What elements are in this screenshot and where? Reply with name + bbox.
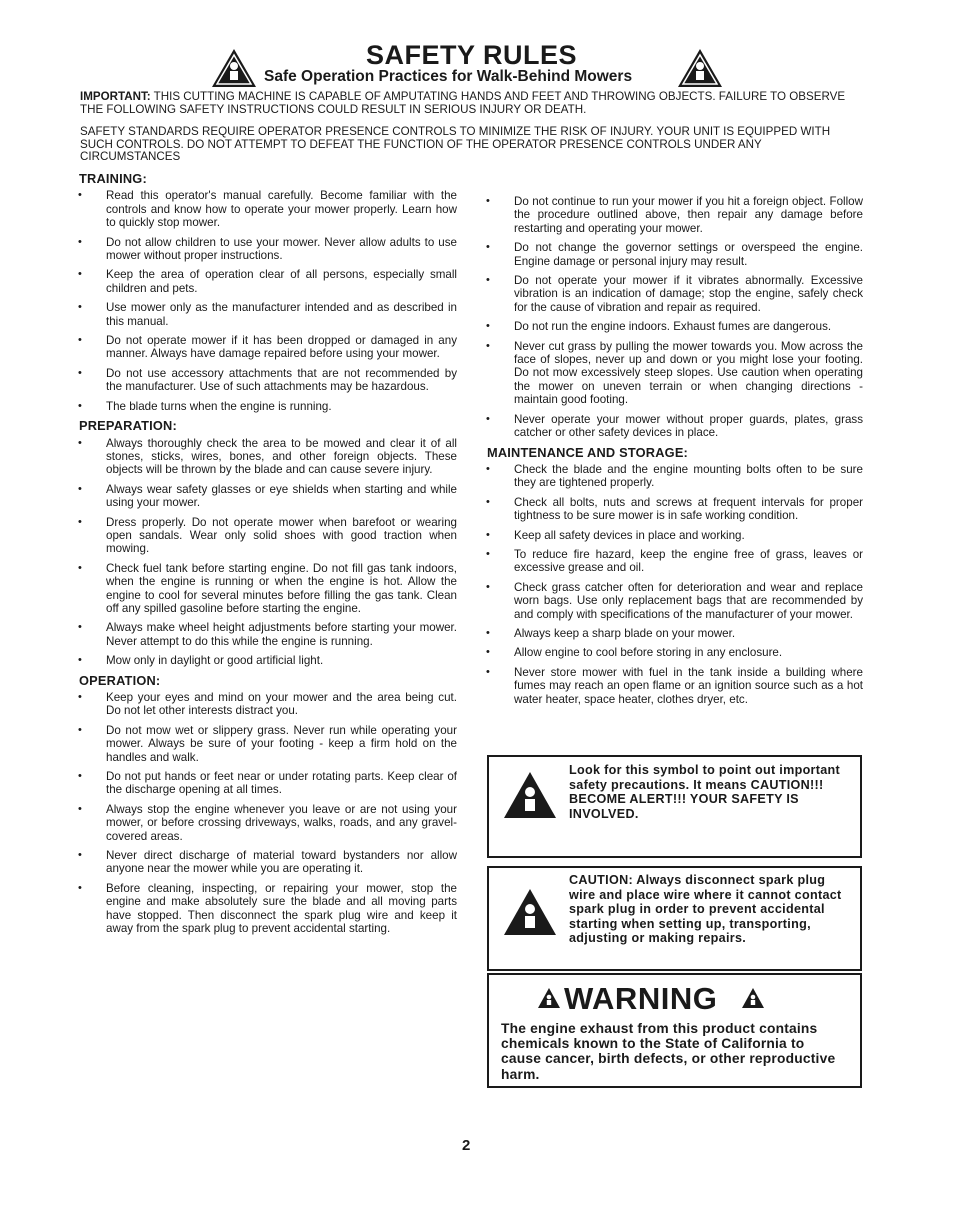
list-item: • Do not use accessory attachments that are not recommended by the manufacturer. Use of such attachments may be hazardous. — [78, 366, 457, 394]
warning-triangle-icon — [503, 888, 557, 936]
caution-text: CAUTION: Always disconnect spark plug wire and place wire where it cannot contact spark plug in order to prevent accidental starting when setting up, transporting, adjusting or making repairs. — [569, 873, 842, 946]
bullet-icon: • — [78, 561, 82, 574]
list-item: • Always make wheel height adjustments before starting your mower. Never attempt to do this while the engine is running. — [78, 621, 457, 648]
right-column — [487, 195, 863, 712]
bullet-icon: • — [78, 723, 82, 736]
list-item: • Mow only in daylight or good artificial light. — [78, 654, 324, 668]
bullet-icon: • — [78, 691, 82, 703]
bullet-icon: • — [486, 626, 490, 639]
bullet-icon: • — [78, 189, 82, 202]
list-item: • Do not run the engine indoors. Exhaust fumes are dangerous. — [486, 320, 832, 334]
list-item: • Do not allow children to use your mower. Never allow adults to use mower without proper instructions. — [78, 235, 457, 263]
list-item: • Do not continue to run your mower if you hit a foreign object. Follow the procedure outlined above, then repair any damage before restarting and operating your mower. — [486, 195, 863, 235]
bullet-icon: • — [78, 515, 82, 528]
bullet-icon: • — [486, 495, 490, 508]
bullet-icon: • — [78, 366, 82, 379]
bullet-icon: • — [78, 482, 82, 495]
warning-box — [487, 973, 862, 1088]
list-item: • The blade turns when the engine is running. — [78, 399, 332, 413]
bullet-icon: • — [486, 547, 490, 560]
list-item: • Keep the area of operation clear of all persons, especially small children and pets. — [78, 268, 457, 295]
list-item: • To reduce fire hazard, keep the engine free of grass, leaves or excessive grease and oil. — [486, 547, 863, 575]
preparation-list — [79, 437, 457, 668]
bullet-icon: • — [78, 770, 82, 783]
bullet-icon: • — [486, 241, 490, 254]
section-heading-operation: OPERATION: — [79, 672, 161, 688]
bullet-icon: • — [486, 580, 490, 593]
list-item: • Before cleaning, inspecting, or repairing your mower, stop the engine and make absolutely sure the blade and all moving parts have stopped. Then disconnect the spark plug wire and keep it away from the spark plug to prevent accidental starting. — [78, 881, 457, 936]
bullet-icon: • — [78, 881, 82, 894]
standards-notice: SAFETY STANDARDS REQUIRE OPERATOR PRESENCE CONTROLS TO MINIMIZE THE RISK OF INJURY. YOUR UNIT IS EQUIPPED WITH SUCH CONTROLS. DO NOT ATTEMPT TO DEFEAT THE FUNCTION OF THE OPERATOR PRESENCE CONTROLS UNDER ANY CIRCUMSTANCES — [80, 125, 831, 164]
list-item: • Never store mower with fuel in the tank inside a building where fumes may reach an open flame or an ignition source such as a hot water heater, space heater, clothes dryer, etc. — [486, 665, 863, 706]
list-item: • Do not operate mower if it has been dropped or damaged in any manner. Always have damage repaired before using your mower. — [78, 334, 457, 361]
symbol-note-box — [487, 755, 862, 858]
maintenance-list — [487, 463, 863, 706]
list-item: • Check all bolts, nuts and screws at frequent intervals for proper tightness to be sure mower is in safe working condition. — [486, 495, 863, 523]
bullet-icon: • — [78, 268, 82, 281]
symbol-note-text: Look for this symbol to point out important safety precautions. It means CAUTION!!! BECOME ALERT!!! YOUR SAFETY IS INVOLVED. — [569, 763, 841, 821]
page-number: 2 — [462, 1137, 471, 1154]
list-item: • Do not operate your mower if it vibrates abnormally. Excessive vibration is an indication of damage; stop the engine, safely check for the cause of vibration and repair as required. — [486, 274, 863, 314]
list-item: • Never direct discharge of material toward bystanders nor allow anyone near the mower while you are operating it. — [78, 849, 457, 876]
list-item: • Use mower only as the manufacturer intended and as described in this manual. — [78, 301, 457, 328]
list-item: • Do not change the governor settings or overspeed the engine. Engine damage or personal injury may result. — [486, 241, 863, 268]
list-item: • Always thoroughly check the area to be mowed and clear it of all stones, sticks, wires, bones, and other foreign objects. These objects will be thrown by the blade and can cause severe injury. — [78, 436, 457, 477]
bullet-icon: • — [486, 274, 490, 287]
bullet-icon: • — [486, 528, 490, 541]
caution-box — [487, 866, 862, 971]
list-item: • Keep your eyes and mind on your mower and the area being cut. Do not let other interests distract you. — [78, 691, 457, 718]
list-item: • Never operate your mower without proper guards, plates, grass catcher or other safety devices in place. — [486, 412, 863, 440]
list-item: • Check the blade and the engine mounting bolts often to be sure they are tightened properly. — [486, 462, 863, 490]
list-item: • Do not put hands or feet near or under rotating parts. Keep clear of the discharge opening at all times. — [78, 770, 457, 797]
page-subtitle: Safe Operation Practices for Walk-Behind Mowers — [264, 68, 633, 85]
bullet-icon: • — [486, 665, 490, 678]
warning-triangle-icon — [741, 987, 765, 1009]
list-item: • Allow engine to cool before storing in any enclosure. — [486, 646, 783, 660]
list-item: • Dress properly. Do not operate mower when barefoot or wearing open sandals. Wear only solid shoes with good traction when mowing. — [78, 515, 457, 556]
list-item: • Keep all safety devices in place and working. — [486, 528, 745, 542]
operation-list — [79, 691, 457, 936]
warning-triangle-icon — [211, 48, 257, 88]
bullet-icon: • — [78, 654, 82, 667]
bullet-icon: • — [486, 339, 490, 352]
bullet-icon: • — [486, 195, 490, 207]
bullet-icon: • — [78, 301, 82, 314]
important-label: IMPORTANT: — [80, 90, 151, 103]
bullet-icon: • — [78, 334, 82, 347]
list-item: • Always wear safety glasses or eye shields when starting and while using your mower. — [78, 482, 457, 510]
list-item: • Read this operator's manual carefully. Become familiar with the controls and know how to operate your mower properly. Learn how to quickly stop mower. — [78, 189, 457, 230]
bullet-icon: • — [486, 320, 490, 333]
training-list — [79, 189, 457, 413]
warning-text: The engine exhaust from this product contains chemicals known to the State of California to cause cancer, birth defects, or other reproductive harm. — [501, 1021, 836, 1082]
bullet-icon: • — [78, 436, 82, 449]
warning-heading: WARNING — [564, 981, 718, 1016]
warning-triangle-icon — [677, 48, 723, 88]
warning-triangle-icon — [537, 987, 561, 1009]
bullet-icon: • — [78, 802, 82, 815]
list-item: • Never cut grass by pulling the mower towards you. Mow across the face of slopes, never up and down or you might lose your footing. Do not mow excessively steep slopes. Use caution when operating the mower on uneven terrain or when changing directions - maintain good footing. — [486, 339, 863, 407]
list-item: • Check fuel tank before starting engine. Do not fill gas tank indoors, when the engine is running or when the engine is hot. Allow the engine to cool for several minutes before filling the gas tank. Clean off any spilled gasoline before starting the engine. — [78, 561, 457, 615]
operation-continued-list — [487, 195, 863, 440]
warning-triangle-icon — [503, 771, 557, 819]
bullet-icon: • — [78, 235, 82, 248]
section-heading-training: TRAINING: — [79, 171, 147, 186]
left-column — [79, 172, 457, 942]
bullet-icon: • — [78, 849, 82, 862]
important-notice — [80, 91, 860, 116]
section-heading-preparation: PREPARATION: — [79, 418, 177, 434]
bullet-icon: • — [78, 399, 82, 412]
list-item: • Always keep a sharp blade on your mower. — [486, 626, 736, 640]
bullet-icon: • — [78, 621, 82, 634]
bullet-icon: • — [486, 646, 490, 659]
list-item: • Check grass catcher often for deterioration and wear and replace worn bags. Use only replacement bags that are recommended by and comply with specifications of the manufacturer of your mower. — [486, 580, 863, 621]
bullet-icon: • — [486, 462, 490, 475]
list-item: • Always stop the engine whenever you leave or are not using your mower, or before crossing driveways, walks, roads, and any gravel-covered areas. — [78, 802, 457, 843]
bullet-icon: • — [486, 412, 490, 425]
list-item: • Do not mow wet or slippery grass. Never run while operating your mower. Always be sure of your footing - keep a firm hold on the handles and walk. — [78, 723, 457, 764]
important-text: THIS CUTTING MACHINE IS CAPABLE OF AMPUTATING HANDS AND FEET AND THROWING OBJECTS. FAILURE TO OBSERVE THE FOLLOWING SAFETY INSTRUCTIONS COULD RESULT IN SERIOUS INJURY OR DEATH. — [80, 90, 846, 116]
page-title: SAFETY RULES — [366, 40, 578, 70]
section-heading-maintenance: MAINTENANCE AND STORAGE: — [487, 444, 689, 460]
